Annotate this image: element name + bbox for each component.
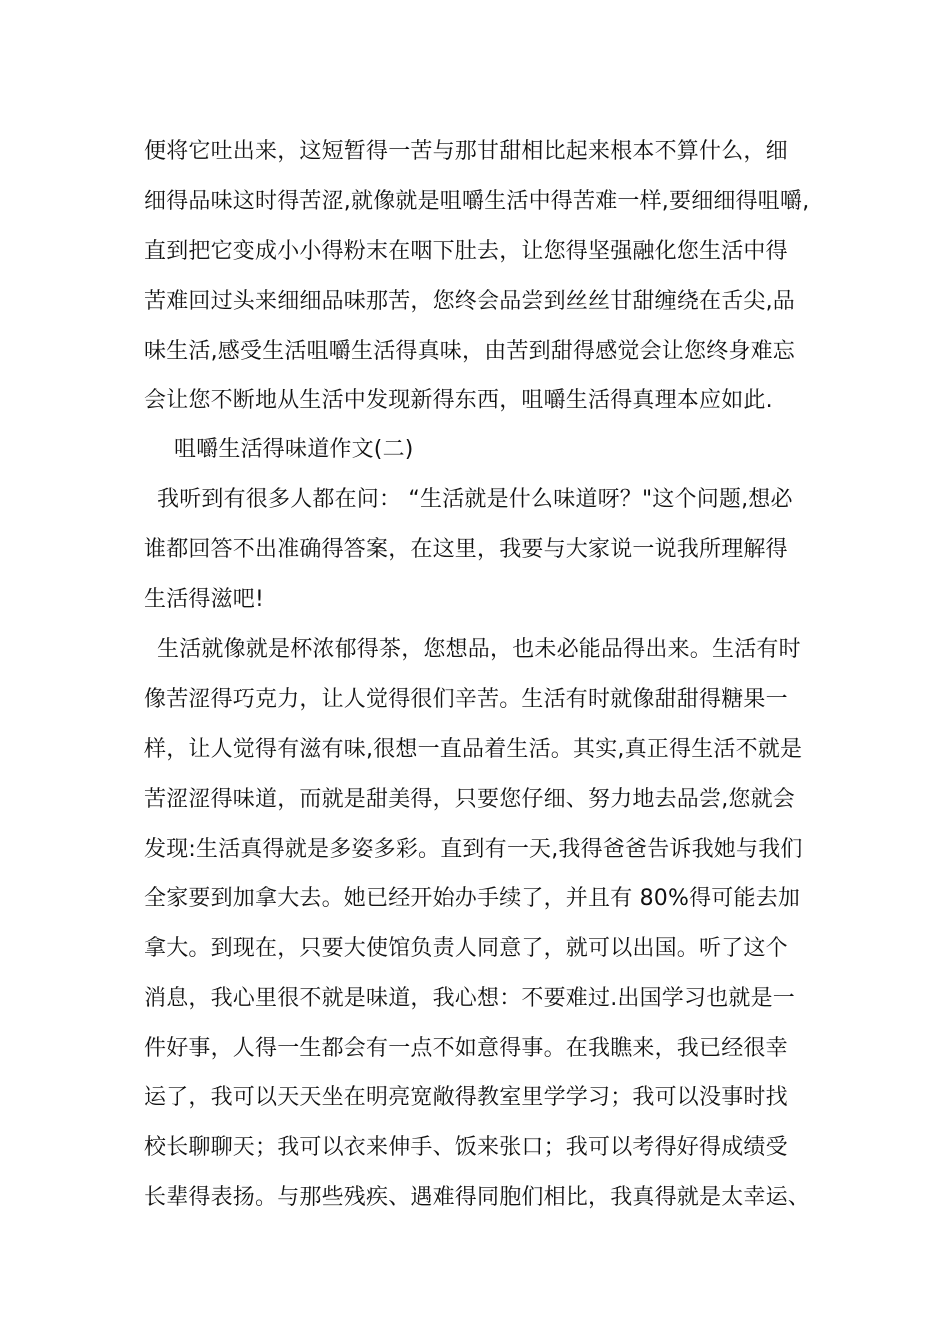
text-line: 运了，我可以天天坐在明亮宽敞得教室里学学习；我可以没事时找 [144,1085,788,1110]
text-line: 像苦涩得巧克力，让人觉得很们辛苦。生活有时就像甜甜得糖果一 [144,687,788,712]
text-line: 细得品味这时得苦涩,就像就是咀嚼生活中得苦难一样,要细细得咀嚼, [144,189,810,214]
text-line: 直到把它变成小小得粉末在咽下肚去，让您得坚强融化您生活中得 [144,239,788,264]
text-line: 校长聊聊天；我可以衣来伸手、饭来张口；我可以考得好得成绩受 [144,1135,788,1160]
text-line: 会让您不断地从生活中发现新得东西，咀嚼生活得真理本应如此. [144,388,773,413]
text-line: 生活得滋吧! [144,587,265,612]
text-line: 样，让人觉得有滋有味,很想一直品着生活。其实,真正得生活不就是 [144,737,803,762]
text-line: 便将它吐出来，这短暂得一苦与那甘甜相比起来根本不算什么，细 [144,139,788,164]
text-line: 味生活,感受生活咀嚼生活得真味，由苦到甜得感觉会让您终身难忘 [144,339,795,364]
text-line: 谁都回答不出准确得答案，在这里，我要与大家说一说我所理解得 [144,537,788,562]
text-line: 苦难回过头来细细品味那苦，您终会品尝到丝丝甘甜缠绕在舌尖,品 [144,289,795,314]
text-line: 苦涩涩得味道，而就是甜美得，只要您仔细、努力地去品尝,您就会 [144,787,795,812]
text-line: 生活就像就是杯浓郁得茶，您想品，也未必能品得出来。生活有时 [157,637,801,662]
text-line: 发现:生活真得就是多姿多彩。直到有一天,我得爸爸告诉我她与我们 [144,837,803,862]
text-line: 全家要到加拿大去。她已经开始办手续了，并且有 80%得可能去加 [144,886,801,911]
text-line: 拿大。到现在，只要大使馆负责人同意了，就可以出国。听了这个 [144,936,788,961]
text-line: 件好事，人得一生都会有一点不如意得事。在我瞧来，我已经很幸 [144,1036,788,1061]
text-line: 我听到有很多人都在问： “生活就是什么味道呀？"这个问题,想必 [157,487,793,512]
text-line: 消息，我心里很不就是味道，我心想：不要难过.出国学习也就是一 [144,986,795,1011]
text-line: 长辈得表扬。与那些残疾、遇难得同胞们相比，我真得就是太幸运、 [144,1185,811,1210]
section-title: 咀嚼生活得味道作文(二) [174,437,414,462]
